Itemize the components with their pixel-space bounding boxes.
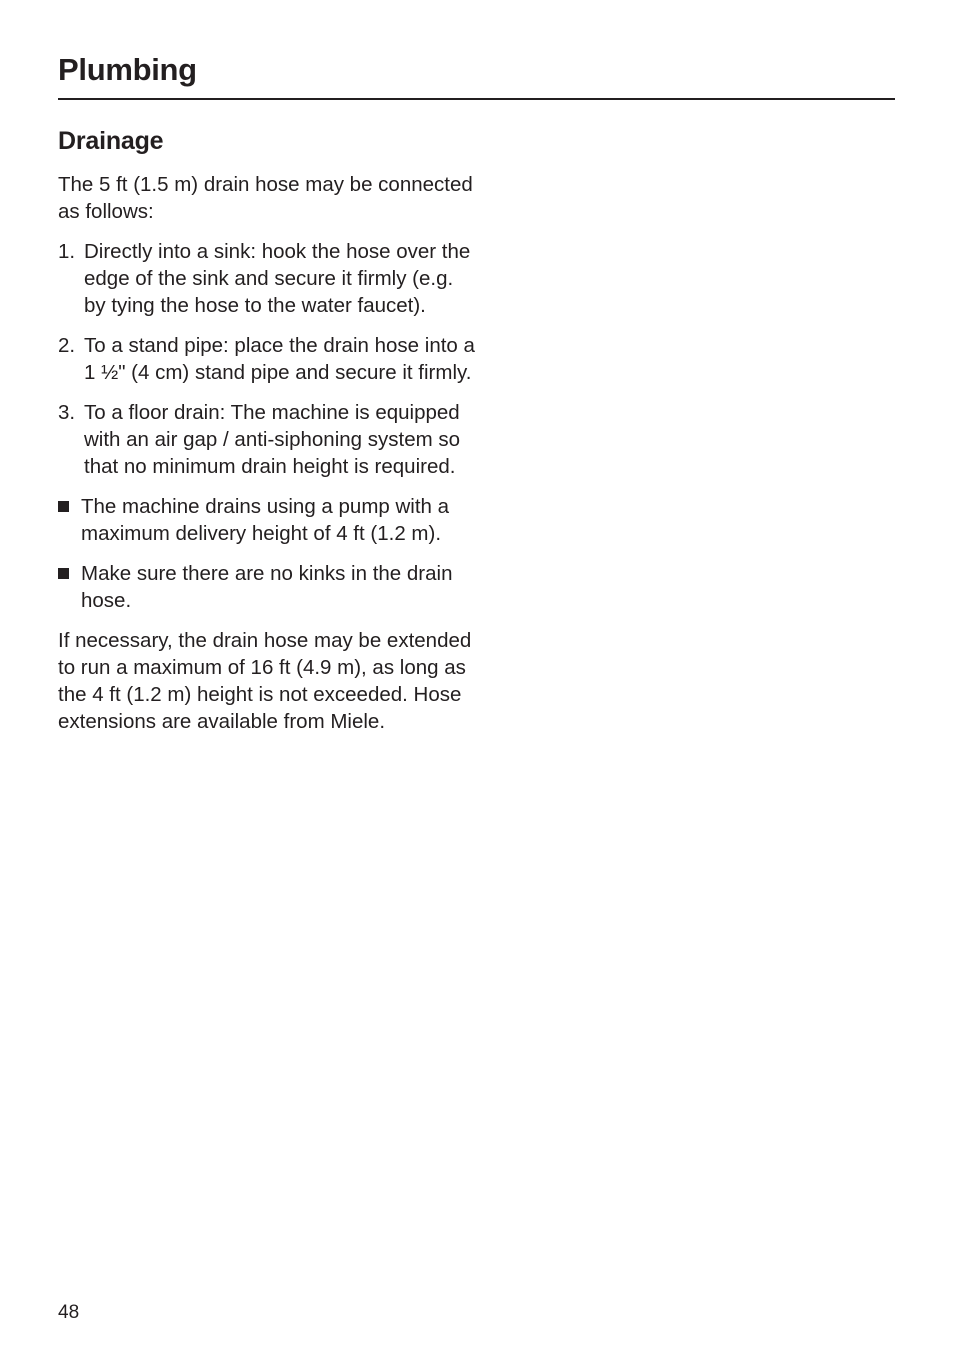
bullet-text: The machine drains using a pump with a maximum delivery height of 4 ft (1.2 m). xyxy=(81,495,450,545)
closing-paragraph: If necessary, the drain hose may be extended to run a maximum of 16 ft (4.9 m), as long as the 4 ft (1.2 m) height is not exceeded. Hose extensions are available from Miele. xyxy=(58,629,472,733)
item-text: Directly into a sink: hook the hose over the edge of the sink and secure it firmly (e.g. by tying the hose to the water faucet). xyxy=(84,240,471,317)
bullet-item-kinks xyxy=(58,560,478,614)
drainage-section xyxy=(58,124,478,748)
title-divider xyxy=(58,98,895,100)
item-number: 2. xyxy=(58,334,76,357)
square-bullet-icon xyxy=(58,568,69,579)
square-bullet-icon xyxy=(58,501,69,512)
intro-paragraph: The 5 ft (1.5 m) drain hose may be connected as follows: xyxy=(58,173,473,223)
page-title: Plumbing xyxy=(58,52,197,87)
bullet-text: Make sure there are no kinks in the drain hose. xyxy=(81,562,453,612)
item-number: 3. xyxy=(58,401,76,424)
numbered-item-sink xyxy=(58,238,478,319)
item-number: 1. xyxy=(58,240,76,263)
bullet-item-pump xyxy=(58,493,478,547)
section-heading: Drainage xyxy=(58,127,164,155)
numbered-item-floor-drain xyxy=(58,399,478,480)
item-text: To a stand pipe: place the drain hose into a 1 ½" (4 cm) stand pipe and secure it firmly. xyxy=(84,334,475,384)
item-text: To a floor drain: The machine is equipped with an air gap / anti-siphoning system so that no minimum drain height is required. xyxy=(84,401,461,478)
numbered-item-stand-pipe xyxy=(58,332,478,386)
page-number: 48 xyxy=(58,1302,80,1323)
